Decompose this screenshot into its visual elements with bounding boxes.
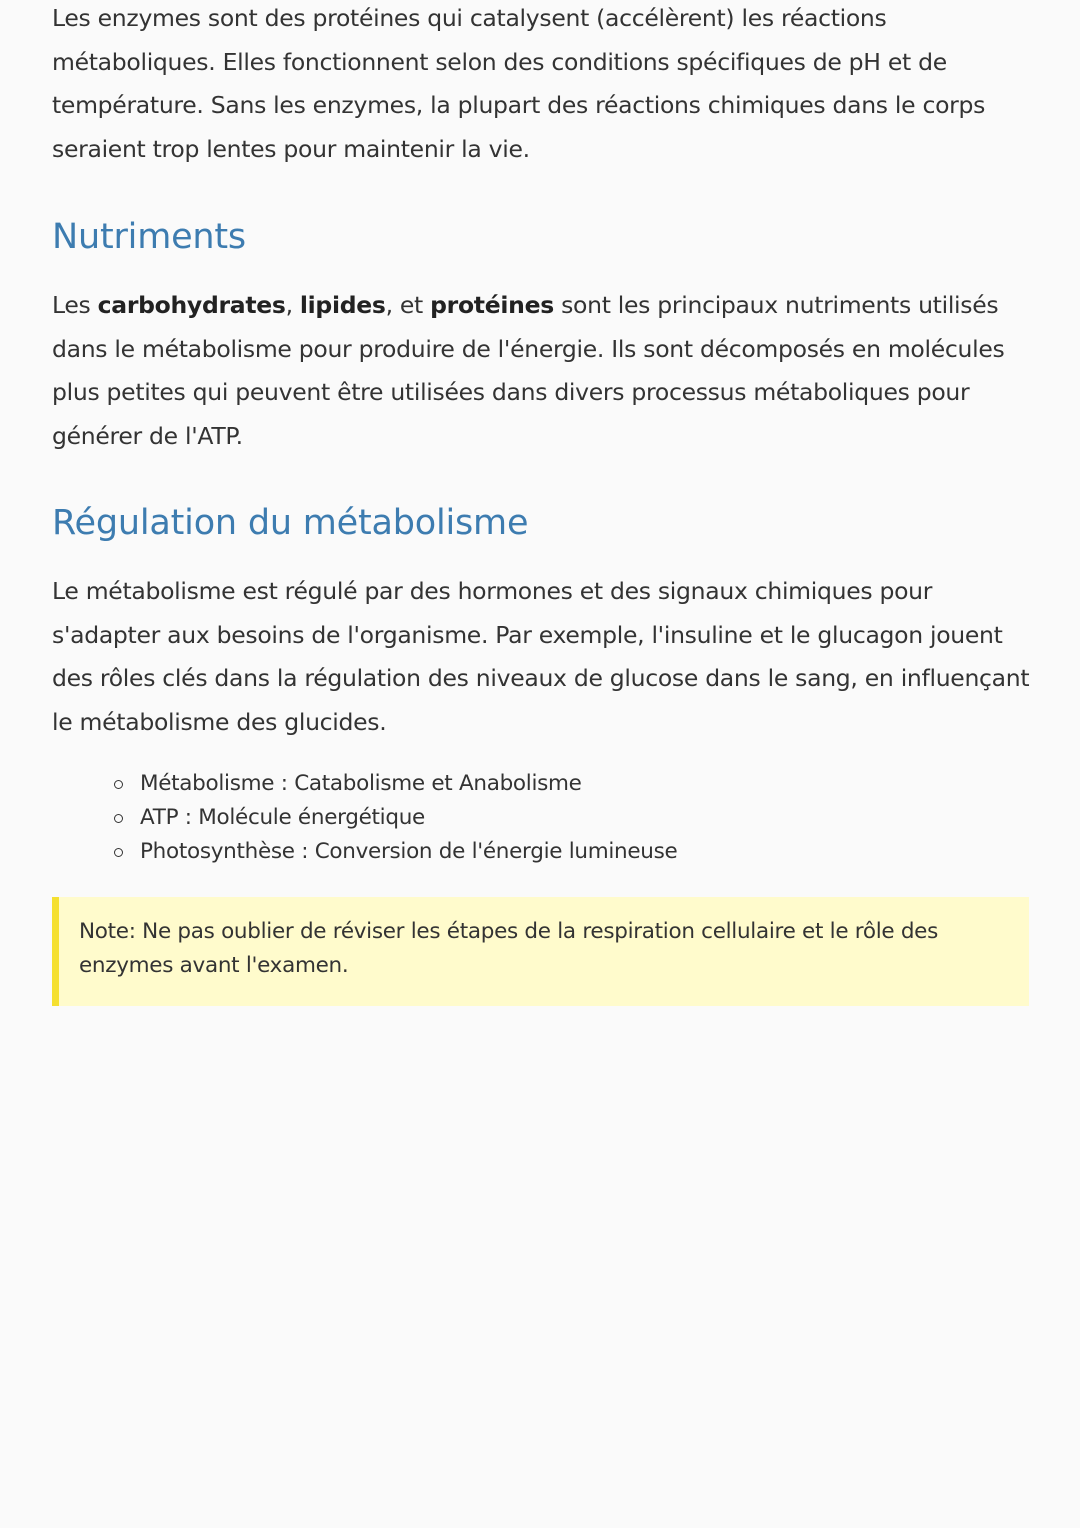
heading-nutriments: Nutriments [52,217,246,257]
circle-bullet-icon [114,814,123,823]
text-separator: , [285,291,300,319]
term-carbohydrates: carbohydrates [97,291,286,319]
list-item [110,767,677,801]
list-item-text: ATP : Molécule énergétique [140,805,425,830]
regulation-paragraph: Le métabolisme est régulé par des hormones et des signaux chimiques pour s'adapter aux besoins de l'organisme. Par exemple, l'insuline et le glucagon jouent des rôles clés dans la régulation des niveaux de glucose dans le sang, en influençant le métabolisme des glucides. [52,577,1030,736]
note-text: Note: Ne pas oublier de réviser les étapes de la respiration cellulaire et le rôle des enzymes avant l'examen. [79,919,939,978]
circle-bullet-icon [114,848,123,857]
list-item [110,801,677,835]
concept-list [110,767,677,869]
circle-bullet-icon [114,780,123,789]
term-proteines: protéines [430,291,554,319]
intro-paragraph: Les enzymes sont des protéines qui catalysent (accélèrent) les réactions métaboliques. Elles fonctionnent selon des conditions spécifiques de pH et de température. Sans les enzymes, la plupart des réactions chimiques dans le corps seraient trop lentes pour maintenir la vie. [52,4,986,163]
list-item-text: Photosynthèse : Conversion de l'énergie lumineuse [140,839,678,864]
text-separator: , et [385,291,431,319]
text-rest: sont les principaux nutriments utilisés dans le métabolisme pour produire de l'énergie. Ils sont décomposés en molécules plus petites qui peuvent être utilisées dans divers processus métaboliques pour générer de l'ATP. [52,291,1005,450]
term-lipides: lipides [299,291,386,319]
list-item [110,835,677,869]
heading-regulation: Régulation du métabolisme [52,503,529,543]
note-callout [52,897,1029,1006]
text-lead: Les [52,291,98,319]
list-item-text: Métabolisme : Catabolisme et Anabolisme [140,771,582,796]
nutriments-paragraph [52,284,1042,458]
